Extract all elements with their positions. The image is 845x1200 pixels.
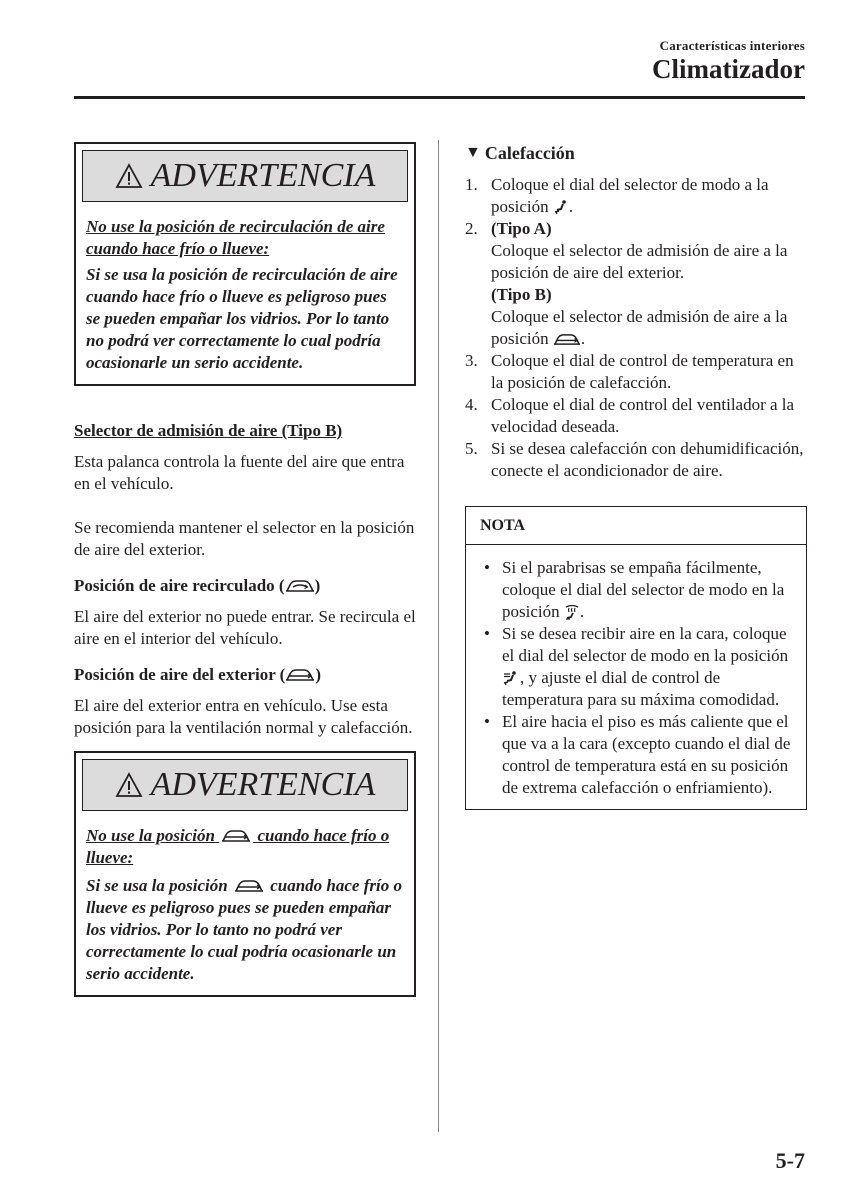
type-b-label: (Tipo B) [491,285,552,304]
outside-air-text: El aire del exterior entra en vehículo. Use esta posición para la ventilación normal y calefacción. [74,696,413,737]
list-item [465,174,807,218]
note-text-end: , y ajuste el dial de control de temperatura para su máxima comodidad. [502,668,780,709]
list-item [465,438,807,482]
list-item [465,218,807,350]
triangle-marker-icon: ▼ [465,144,481,161]
list-item [480,557,794,623]
outside-air-heading-text: Posición de aire del exterior ( [74,665,286,684]
bullet: • [484,712,490,731]
type-b-text-end: . [580,329,586,348]
step-number: 4. [465,395,478,414]
step-number: 1. [465,175,478,194]
outside-air-icon [219,828,253,844]
warning-header [82,759,408,811]
heating-heading [465,142,807,164]
recirculated-heading [74,575,416,597]
note-text [502,557,794,623]
list-item [465,394,807,438]
bullet: • [484,558,490,577]
warning-triangle-icon [115,163,143,189]
warning-header [82,150,408,202]
recirculated-text: El aire del exterior no puede entrar. Se recircula el aire en el interior del vehículo. [74,607,416,648]
floor-defrost-mode-icon [564,604,580,620]
warning-text [86,875,404,985]
bullet: • [484,624,490,643]
note-box [465,506,807,810]
warning-lead: No use la posición de recirculación de aire cuando hace frío o llueve: [86,217,385,258]
heating-steps [465,174,807,482]
step-number: 5. [465,439,478,458]
selector-paragraph-1: Esta palanca controla la fuente del aire que entra en el vehículo. [74,452,405,493]
recirculated-heading-close: ) [314,576,321,595]
note-title: NOTA [466,507,806,545]
warning-triangle-icon [115,772,143,798]
step-text-start: Coloque el dial del selector de modo a la posición [491,175,769,216]
type-a-label: (Tipo A) [491,219,552,238]
note-text-end: . [579,602,585,621]
header-rule [74,96,805,99]
step-text [491,218,807,350]
air-recirculate-icon [285,578,315,594]
step-number: 2. [465,219,478,238]
warning-lead [86,825,404,869]
outside-air-icon [232,878,266,894]
face-floor-mode-icon [502,670,520,686]
page-number: 5-7 [775,1148,805,1173]
step-text: Si se desea calefacción con dehumidificación, conecte el acondicionador de aire. [491,439,804,480]
warning-title: ADVERTENCIA [150,766,376,803]
recirculated-heading-text: Posición de aire recirculado ( [74,576,285,595]
step-number: 3. [465,351,478,370]
floor-mode-icon [553,199,569,215]
warning-text: Si se usa la posición de recirculación de aire cuando hace frío o llueve es peligroso pues se pueden empañar los vidrios. Por lo tanto no podrá ver correctamente lo cual podría ocasionarle un serio accidente. [86,265,398,372]
step-text-end: . [568,197,574,216]
left-column [74,142,416,997]
note-text-start: Si el parabrisas se empaña fácilmente, coloque el dial del selector de modo en la posición [502,558,785,621]
step-text [491,174,807,218]
warning-title: ADVERTENCIA [150,157,376,194]
note-text-start: Si se desea recibir aire en la cara, coloque el dial del selector de modo en la posición [502,624,789,665]
note-text: El aire hacia el piso es más caliente que el que va a la cara (excepto cuando el dial de control de temperatura está en su posición de extrema calefacción o enfriamiento). [502,712,791,797]
warning-box-recirculation [74,142,416,386]
right-column [465,142,807,810]
outside-air-heading [74,664,416,686]
warning-text-end: cuando hace frío o llueve es peligroso pues se pueden empañar los vidrios. Por lo tanto no podrá ver correctamente lo cual podría ocasionarle un serio accidente. [86,876,402,983]
outside-air-heading-close: ) [315,665,322,684]
heating-heading-text: Calefacción [484,143,575,163]
warning-lead-start: No use la posición [86,826,215,845]
step-text: Coloque el dial de control del ventilador a la velocidad deseada. [491,395,795,436]
page-title: Climatizador [652,54,805,84]
selector-heading: Selector de admisión de aire (Tipo B) [74,421,343,440]
note-text [502,623,794,711]
list-item [465,350,807,394]
warning-text-start: Si se usa la posición [86,876,228,895]
column-divider [438,140,439,1132]
warning-lead-end: cuando hace frío o llueve: [86,826,390,867]
type-b-text-start: Coloque el selector de admisión de aire a la posición [491,307,788,348]
list-item [480,711,794,799]
type-a-text: Coloque el selector de admisión de aire a la posición de aire del exterior. [491,241,788,282]
selector-paragraph-2: Se recomienda mantener el selector en la posición de aire del exterior. [74,518,415,559]
page-header-section: Características interiores [659,38,805,53]
outside-air-icon [553,332,581,347]
list-item [480,623,794,711]
outside-air-icon [285,667,315,683]
step-text: Coloque el dial de control de temperatura en la posición de calefacción. [491,351,794,392]
warning-box-outside-air [74,751,416,997]
